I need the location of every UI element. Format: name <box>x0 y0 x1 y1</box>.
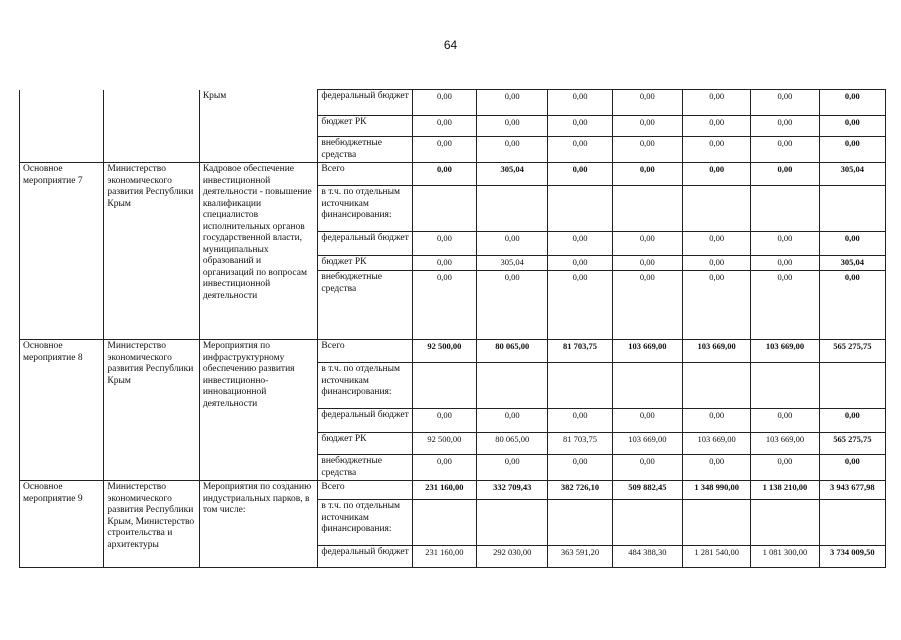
year-value-cell: 0,00 <box>412 232 476 256</box>
table-row <box>20 163 886 186</box>
year-value-cell: 0,00 <box>548 271 612 340</box>
total-cell: 3 734 009,50 <box>819 546 885 568</box>
year-value-cell: 332 709,43 <box>477 481 548 500</box>
year-value-cell: 0,00 <box>412 90 476 116</box>
year-value-cell: 0,00 <box>751 455 819 481</box>
year-value-cell <box>751 186 819 232</box>
total-cell: 565 275,75 <box>819 433 885 455</box>
funding-source: в т.ч. по отдельным источникам финансирования: <box>318 500 412 546</box>
total-cell: 0,00 <box>819 116 885 137</box>
year-value-cell: 0,00 <box>612 409 682 433</box>
year-value-cell: 0,00 <box>477 116 548 137</box>
year-value-cell: 0,00 <box>683 116 751 137</box>
funding-source: федеральный бюджет <box>318 409 412 433</box>
year-value-cell <box>548 500 612 546</box>
year-value-cell: 0,00 <box>612 137 682 163</box>
year-value-cell <box>477 186 548 232</box>
table-row <box>20 90 886 116</box>
year-value-cell <box>412 500 476 546</box>
year-value-cell: 1 348 990,00 <box>683 481 751 500</box>
year-value-cell: 0,00 <box>548 90 612 116</box>
table-row <box>20 340 886 363</box>
year-value-cell: 363 591,20 <box>548 546 612 568</box>
year-value-cell: 509 882,45 <box>612 481 682 500</box>
funding-source: внебюджетные средства <box>318 455 412 481</box>
funding-source: бюджет РК <box>318 256 412 271</box>
year-value-cell <box>612 500 682 546</box>
year-value-cell: 0,00 <box>612 455 682 481</box>
funding-source: в т.ч. по отдельным источникам финансирования: <box>318 186 412 232</box>
year-value-cell: 103 669,00 <box>612 340 682 363</box>
year-value-cell: 0,00 <box>412 163 476 186</box>
year-value-cell <box>612 363 682 409</box>
total-cell: 565 275,75 <box>819 340 885 363</box>
budget-table <box>19 89 886 568</box>
year-value-cell: 92 500,00 <box>412 340 476 363</box>
year-value-cell: 0,00 <box>548 455 612 481</box>
year-value-cell <box>412 186 476 232</box>
year-value-cell: 81 703,75 <box>548 433 612 455</box>
year-value-cell: 0,00 <box>612 232 682 256</box>
funding-source: в т.ч. по отдельным источникам финансирования: <box>318 363 412 409</box>
year-value-cell: 0,00 <box>751 116 819 137</box>
year-value-cell: 0,00 <box>612 90 682 116</box>
year-value-cell: 103 669,00 <box>683 433 751 455</box>
year-value-cell: 1 081 300,00 <box>751 546 819 568</box>
year-value-cell: 0,00 <box>751 90 819 116</box>
year-value-cell: 0,00 <box>477 271 548 340</box>
year-value-cell: 80 065,00 <box>477 340 548 363</box>
year-value-cell: 0,00 <box>683 137 751 163</box>
total-cell <box>819 500 885 546</box>
year-value-cell <box>477 500 548 546</box>
year-value-cell: 0,00 <box>412 116 476 137</box>
table-row <box>20 481 886 500</box>
row-label <box>20 90 104 163</box>
year-value-cell: 103 669,00 <box>751 433 819 455</box>
year-value-cell: 0,00 <box>751 232 819 256</box>
year-value-cell: 0,00 <box>477 409 548 433</box>
funding-source: Всего <box>318 481 412 500</box>
year-value-cell <box>548 363 612 409</box>
year-value-cell: 0,00 <box>683 271 751 340</box>
year-value-cell: 0,00 <box>751 256 819 271</box>
year-value-cell <box>612 186 682 232</box>
total-cell: 0,00 <box>819 137 885 163</box>
year-value-cell: 0,00 <box>548 256 612 271</box>
funding-source: бюджет РК <box>318 116 412 137</box>
total-cell: 0,00 <box>819 409 885 433</box>
year-value-cell: 0,00 <box>612 256 682 271</box>
year-value-cell: 0,00 <box>548 137 612 163</box>
funding-source: внебюджетные средства <box>318 271 412 340</box>
funding-source: Всего <box>318 340 412 363</box>
page-number: 64 <box>443 38 458 52</box>
year-value-cell <box>751 500 819 546</box>
year-value-cell: 0,00 <box>683 256 751 271</box>
total-cell: 305,04 <box>819 163 885 186</box>
total-cell: 0,00 <box>819 90 885 116</box>
year-value-cell: 231 160,00 <box>412 481 476 500</box>
year-value-cell: 0,00 <box>683 455 751 481</box>
year-value-cell: 0,00 <box>548 232 612 256</box>
year-value-cell <box>412 363 476 409</box>
year-value-cell: 0,00 <box>477 137 548 163</box>
year-value-cell: 0,00 <box>683 409 751 433</box>
year-value-cell: 305,04 <box>477 256 548 271</box>
year-value-cell <box>683 186 751 232</box>
total-cell: 0,00 <box>819 232 885 256</box>
measure-description: Крым <box>199 90 318 163</box>
responsible-org <box>104 90 199 163</box>
total-cell: 0,00 <box>819 455 885 481</box>
year-value-cell: 81 703,75 <box>548 340 612 363</box>
year-value-cell: 0,00 <box>477 232 548 256</box>
year-value-cell: 0,00 <box>412 137 476 163</box>
year-value-cell: 231 160,00 <box>412 546 476 568</box>
year-value-cell: 305,04 <box>477 163 548 186</box>
year-value-cell: 0,00 <box>751 409 819 433</box>
row-label: Основное мероприятие 9 <box>20 481 104 568</box>
total-cell <box>819 363 885 409</box>
year-value-cell: 0,00 <box>751 163 819 186</box>
year-value-cell: 0,00 <box>412 271 476 340</box>
row-label: Основное мероприятие 7 <box>20 163 104 340</box>
year-value-cell: 292 030,00 <box>477 546 548 568</box>
year-value-cell: 0,00 <box>683 163 751 186</box>
year-value-cell: 1 281 540,00 <box>683 546 751 568</box>
year-value-cell <box>548 186 612 232</box>
year-value-cell: 0,00 <box>548 116 612 137</box>
year-value-cell: 103 669,00 <box>751 340 819 363</box>
year-value-cell: 0,00 <box>412 256 476 271</box>
year-value-cell: 80 065,00 <box>477 433 548 455</box>
year-value-cell: 0,00 <box>683 232 751 256</box>
total-cell: 305,04 <box>819 256 885 271</box>
year-value-cell: 92 500,00 <box>412 433 476 455</box>
year-value-cell: 0,00 <box>751 271 819 340</box>
year-value-cell: 0,00 <box>477 90 548 116</box>
funding-source: Всего <box>318 163 412 186</box>
funding-source: федеральный бюджет <box>318 546 412 568</box>
funding-source: федеральный бюджет <box>318 232 412 256</box>
measure-description: Кадровое обеспечение инвестиционной деятельности - повышение квалификации специалистов исполнительных органов государственной власти, муниципальных образований и организаций по вопросам инвестиционной деятельности <box>199 163 318 340</box>
measure-description: Мероприятия по созданию индустриальных парков, в том числе: <box>199 481 318 568</box>
year-value-cell <box>751 363 819 409</box>
year-value-cell: 484 388,30 <box>612 546 682 568</box>
funding-source: внебюджетные средства <box>318 137 412 163</box>
measure-description: Мероприятия по инфраструктурному обеспечению развития инвестиционно-инновационной деятельности <box>199 340 318 481</box>
responsible-org: Министерство экономического развития Республики Крым, Министерство строительства и архитектуры <box>104 481 199 568</box>
responsible-org: Министерство экономического развития Республики Крым <box>104 163 199 340</box>
total-cell: 3 943 677,98 <box>819 481 885 500</box>
year-value-cell: 0,00 <box>412 409 476 433</box>
year-value-cell: 0,00 <box>612 271 682 340</box>
year-value-cell <box>477 363 548 409</box>
funding-source: федеральный бюджет <box>318 90 412 116</box>
year-value-cell: 0,00 <box>412 455 476 481</box>
funding-source: бюджет РК <box>318 433 412 455</box>
year-value-cell: 103 669,00 <box>612 433 682 455</box>
total-cell: 0,00 <box>819 271 885 340</box>
year-value-cell <box>683 363 751 409</box>
year-value-cell: 382 726,10 <box>548 481 612 500</box>
year-value-cell: 0,00 <box>548 409 612 433</box>
total-cell <box>819 186 885 232</box>
year-value-cell: 0,00 <box>548 163 612 186</box>
year-value-cell: 1 138 210,00 <box>751 481 819 500</box>
year-value-cell: 0,00 <box>612 116 682 137</box>
responsible-org: Министерство экономического развития Республики Крым <box>104 340 199 481</box>
year-value-cell: 0,00 <box>477 455 548 481</box>
year-value-cell: 103 669,00 <box>683 340 751 363</box>
year-value-cell: 0,00 <box>612 163 682 186</box>
year-value-cell: 0,00 <box>683 90 751 116</box>
row-label: Основное мероприятие 8 <box>20 340 104 481</box>
year-value-cell: 0,00 <box>751 137 819 163</box>
year-value-cell <box>683 500 751 546</box>
